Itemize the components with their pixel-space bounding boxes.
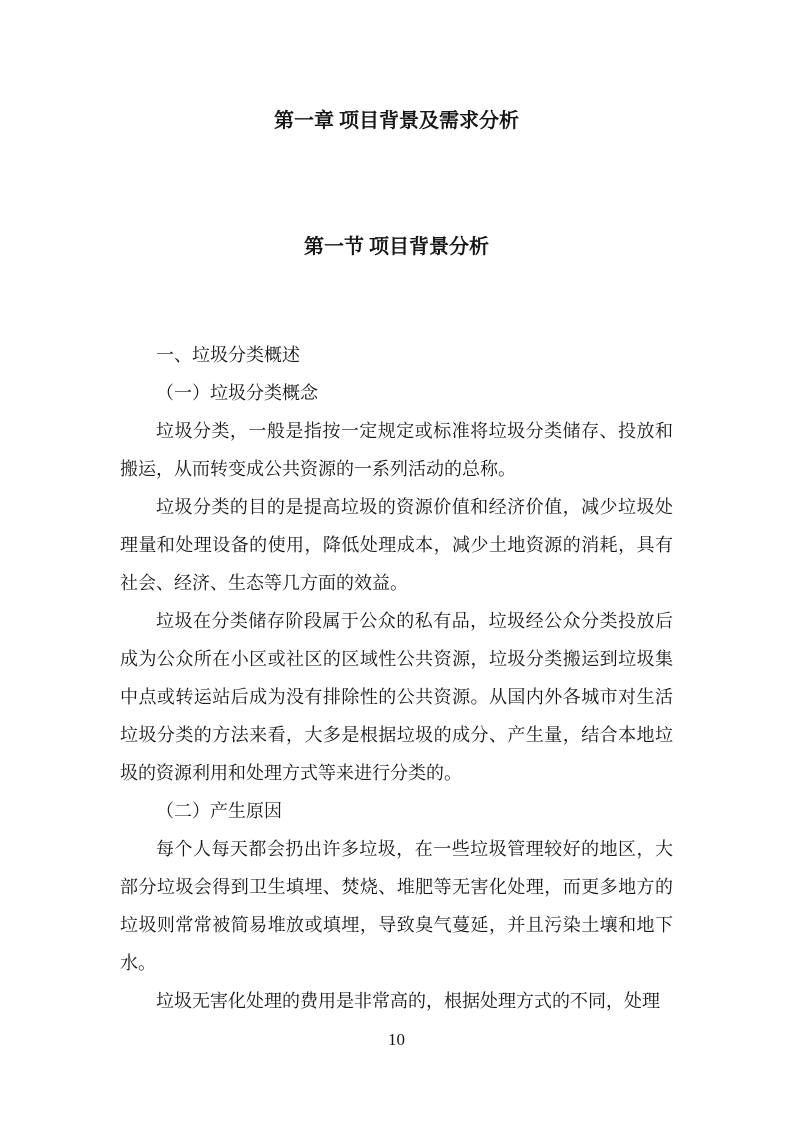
page-number: 10 [388,1030,405,1049]
section-heading: 一、垃圾分类概述 [156,345,300,365]
document-body [120,336,673,1020]
chapter-title: 第一章 项目背景及需求分析 [274,110,519,132]
paragraph: 垃圾分类，一般是指按一定规定或标准将垃圾分类储存、投放和搬运，从而转变成公共资源的一系列活动的总称。 [120,421,673,479]
paragraph: 垃圾分类的目的是提高垃圾的资源价值和经济价值，减少垃圾处理量和处理设备的使用，降低处理成本，减少土地资源的消耗，具有社会、经济、生态等几方面的效益。 [120,497,673,593]
section-subheading: （二）产生原因 [156,801,282,821]
section-title: 第一节 项目背景分析 [304,236,489,258]
paragraph: 垃圾在分类储存阶段属于公众的私有品，垃圾经公众分类投放后成为公众所在小区或社区的区域性公共资源，垃圾分类搬运到垃圾集中点或转运站后成为没有排除性的公共资源。从国内外各城市对生活垃圾分类的方法来看，大多是根据垃圾的成分、产生量，结合本地垃圾的资源利用和处理方式等来进行分类的。 [120,611,673,783]
paragraph: 垃圾无害化处理的费用是非常高的，根据处理方式的不同，处理 [156,991,660,1011]
section-subheading: （一）垃圾分类概念 [156,383,318,403]
paragraph: 每个人每天都会扔出许多垃圾，在一些垃圾管理较好的地区，大部分垃圾会得到卫生填埋、焚烧、堆肥等无害化处理，而更多地方的垃圾则常常被简易堆放或填埋，导致臭气蔓延，并且污染土壤和地下水。 [120,839,673,973]
